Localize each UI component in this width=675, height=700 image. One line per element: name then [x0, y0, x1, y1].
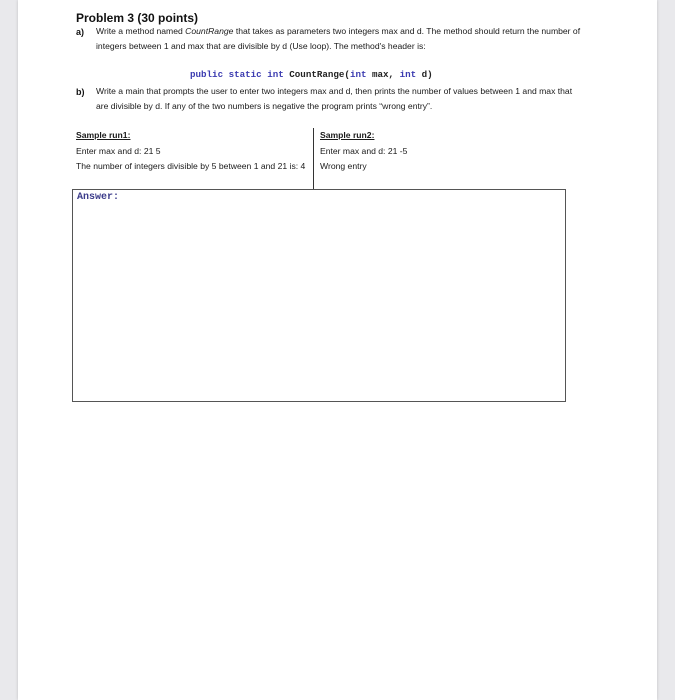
part-b-label: b): [76, 87, 85, 97]
method-header-code: public static int CountRange(int max, int d): [190, 69, 433, 80]
answer-box[interactable]: [72, 189, 566, 402]
sample-run1-heading: Sample run1:: [76, 130, 131, 140]
part-a-text: Write a method named CountRange that takes as parameters two integers max and d. The method should return the number of integers between 1 and max that are divisible by d (Use loop). The method's header is:: [96, 26, 581, 51]
sample-run1-input: Enter max and d: 21 5: [76, 145, 161, 156]
part-b-text: Write a main that prompts the user to enter two integers max and d, then prints the number of values between 1 and max that are divisible by d. If any of the two numbers is negative the program prints “wrong entry”.: [96, 86, 573, 111]
sample-run1-output: The number of integers divisible by 5 between 1 and 21 is: 4: [76, 161, 306, 171]
sample-run2-output: Wrong entry: [320, 161, 367, 171]
answer-label: Answer:: [77, 192, 120, 203]
sample-run2-input: Enter max and d: 21 -5: [320, 145, 408, 156]
sample-runs-table: [76, 128, 564, 189]
sample-run1: [76, 128, 312, 175]
sample-run2-heading: Sample run2:: [320, 130, 375, 140]
method-name: CountRange: [185, 26, 234, 36]
part-a-label: a): [76, 27, 85, 37]
problem-title: Problem 3 (30 points): [76, 11, 199, 25]
sample-divider: [313, 128, 314, 189]
sample-run2: [320, 128, 560, 175]
